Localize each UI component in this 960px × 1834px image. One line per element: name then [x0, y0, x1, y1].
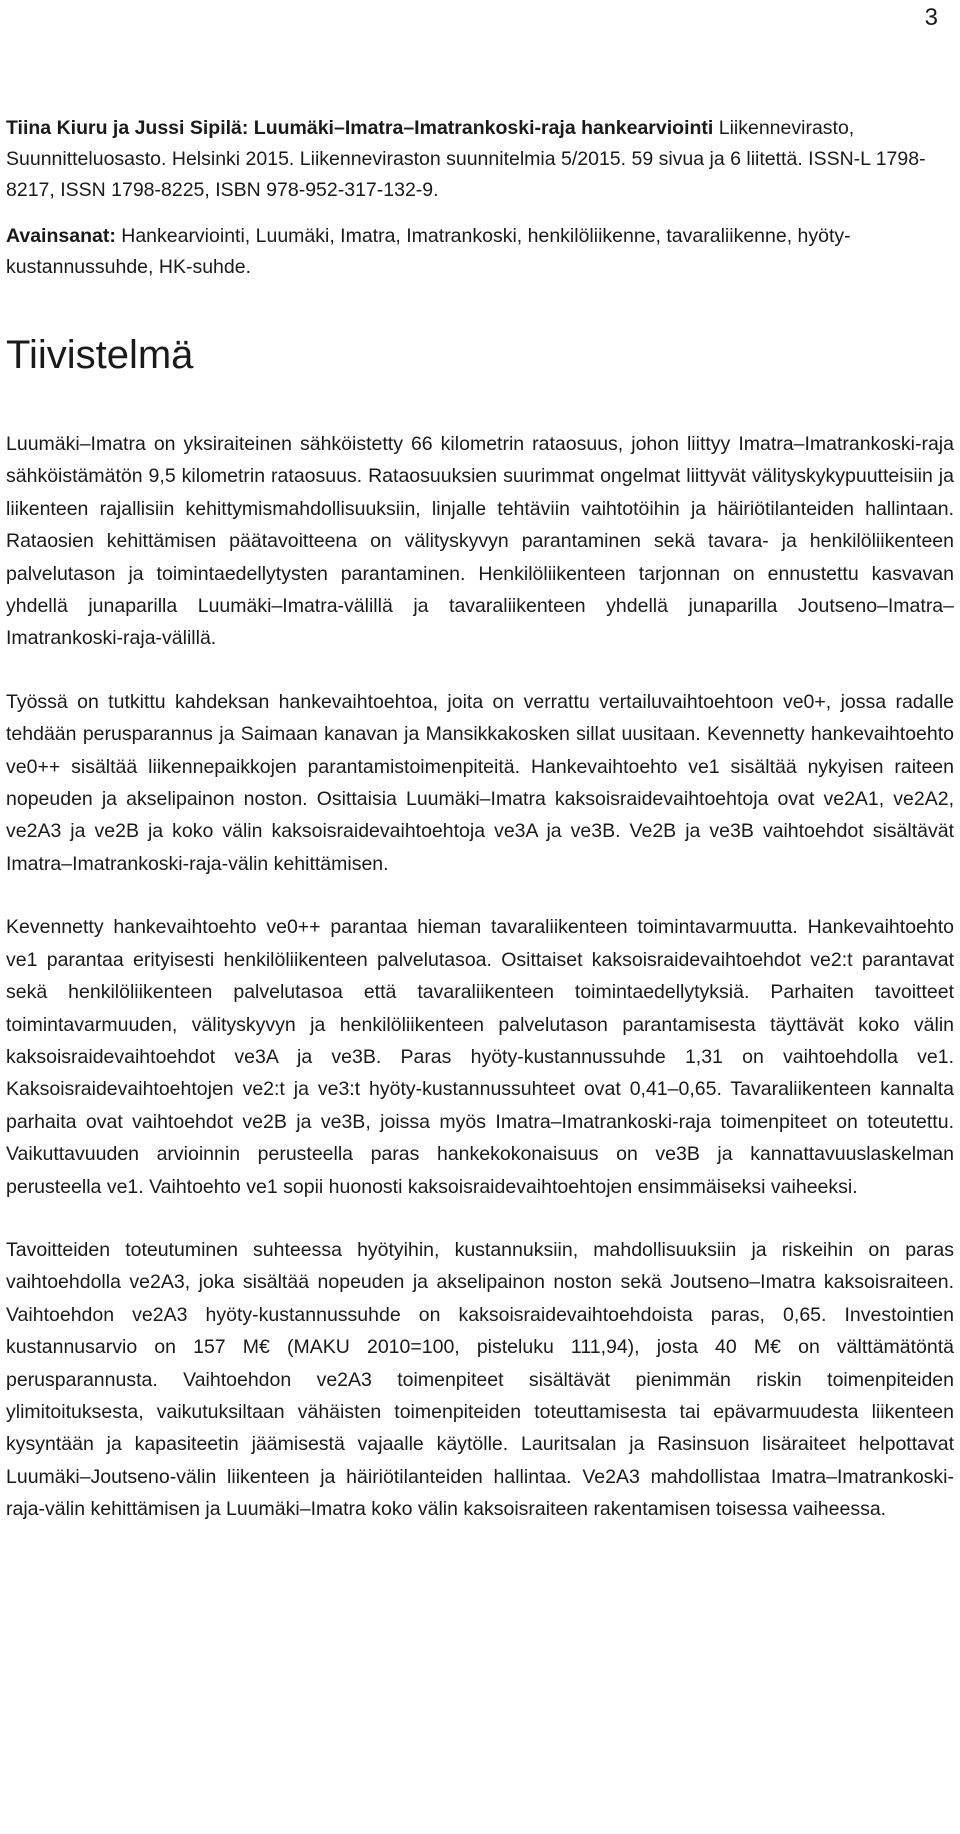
page-content	[6, 113, 954, 1526]
citation	[6, 113, 954, 206]
abstract-title: Tiivistelmä	[6, 333, 194, 377]
abstract-paragraph: Työssä on tutkittu kahdeksan hankevaihtoehtoa, joita on verrattu vertailuvaihtoehtoon ve0+, jossa radalle tehdään perusparannus ja Saimaan kanavan ja Mansikkakosken sillat uusitaan. Kevennetty hankevaihtoehto ve0++ sisältää liikennepaikkojen parantamistoimenpiteitä. Hankevaihtoehto ve1 sisältää nykyisen raiteen nopeuden ja akselipainon noston. Osittaisia Luumäki–Imatra kaksoisraidevaihtoehtoja ovat ve2A1, ve2A2, ve2A3 ja ve2B ja koko välin kaksoisraidevaihtoehtoja ve3A ja ve3B. Ve2B ja ve3B vaihtoehdot sisältävät Imatra–Imatrankoski-raja-välin kehittämisen.	[6, 690, 954, 875]
abstract-paragraph: Luumäki–Imatra on yksiraiteinen sähköistetty 66 kilometrin rataosuus, johon liittyy Imatra–Imatrankoski-raja sähköistämätön 9,5 kilometrin rataosuus. Rataosuuksien suurimmat ongelmat liittyvät välityskykypuutteisiin ja liikenteen rajallisiin kehittymismahdollisuuksiin, linjalle tehtäviin vaihtotöihin ja häiriötilanteiden hallintaan. Rataosien kehittämisen päätavoitteena on välityskyvyn parantaminen sekä tavara- ja henkilöliikenteen palvelutason ja toimintaedellytysten parantaminen. Henkilöliikenteen tarjonnan on ennustettu kasvavan yhdellä junaparilla Luumäki–Imatra-välillä ja tavaraliikenteen yhdellä junaparilla Joutseno–Imatra–Imatrankoski-raja-välillä.	[6, 433, 954, 650]
keywords-label: Avainsanat:	[6, 225, 116, 247]
keywords	[6, 221, 954, 283]
citation-details: Liikennevirasto, Suunnitteluosasto. Helsinki 2015. Liikenneviraston suunnitelmia 5/2015. 59 sivua ja 6 liitettä. ISSN-L 1798-8217, ISSN 1798-8225, ISBN 978-952-317-132-9.	[6, 117, 926, 201]
abstract-paragraph: Tavoitteiden toteutuminen suhteessa hyötyihin, kustannuksiin, mahdollisuuksiin ja riskeihin on paras vaihtoehdolla ve2A3, joka sisältää nopeuden ja akselipainon noston sekä Joutseno–Imatra kaksoisraiteen. Vaihtoehdon ve2A3 hyöty-kustannussuhde on kaksoisraidevaihtoehdoista paras, 0,65. Investointien kustannusarvio on 157 M€ (MAKU 2010=100, pisteluku 111,94), josta 40 M€ on välttämätöntä perusparannusta. Vaihtoehdon ve2A3 toimenpiteet sisältävät pienimmän riskin toimenpiteiden ylimitoituksesta, vaikutuksiltaan vähäisten toimenpiteiden toteuttamisesta tai epävarmuudesta liikenteen kysyntään ja kapasiteetin jäämisestä vajaalle käytölle. Lauritsalan ja Rasinsuon lisäraiteet helpottavat Luumäki–Joutseno-välin liikenteen ja häiriötilanteiden hallintaa. Ve2A3 mahdollistaa Imatra–Imatrankoski-raja-välin kehittämisen ja Luumäki–Imatra koko välin kaksoisraiteen rakentamisen toisessa vaiheessa.	[6, 1238, 954, 1521]
page-number: 3	[924, 4, 938, 31]
citation-authors-title: Tiina Kiuru ja Jussi Sipilä: Luumäki–Imatra–Imatrankoski-raja hankearviointi	[6, 117, 714, 139]
keywords-text: Hankearviointi, Luumäki, Imatra, Imatrankoski, henkilöliikenne, tavaraliikenne, hyöty-kustannussuhde, HK-suhde.	[6, 225, 851, 278]
abstract-paragraph: Kevennetty hankevaihtoehto ve0++ parantaa hieman tavaraliikenteen toimintavarmuutta. Hankevaihtoehto ve1 parantaa erityisesti henkilöliikenteen palvelutasoa. Osittaiset kaksoisraidevaihtoehdot ve2:t parantavat sekä henkilöliikenteen palvelutasoa että tavaraliikenteen toimintaedellytyksiä. Parhaiten tavoitteet toimintavarmuuden, välityskyvyn ja henkilöliikenteen palvelutason parantamisesta täyttävät koko välin kaksoisraidevaihtoehdot ve3A ja ve3B. Paras hyöty-kustannussuhde 1,31 on vaihtoehdolla ve1. Kaksoisraidevaihtoehtojen ve2:t ja ve3:t hyöty-kustannussuhteet ovat 0,41–0,65. Tavaraliikenteen kannalta parhaita ovat vaihtoehdot ve2B ja ve3B, joissa myös Imatra–Imatrankoski-raja toimenpiteet on toteutettu. Vaikuttavuuden arvioinnin perusteella paras hankekokonaisuus on ve3B ja kannattavuuslaskelman perusteella ve1. Vaihtoehto ve1 sopii huonosti kaksoisraidevaihtoehtojen ensimmäiseksi vaiheeksi.	[6, 916, 954, 1198]
